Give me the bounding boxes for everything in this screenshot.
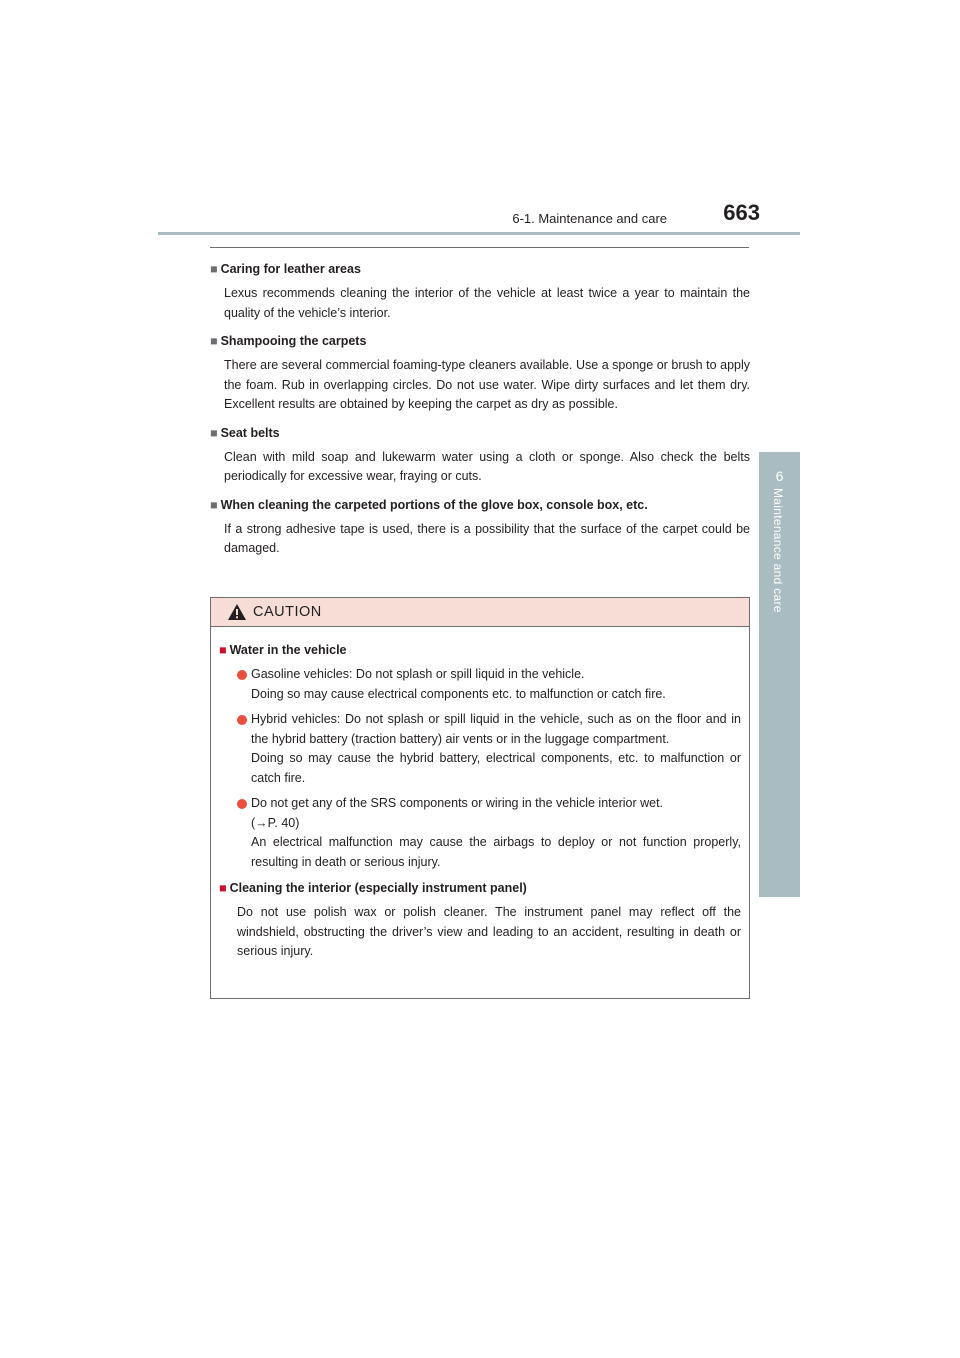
header-divider <box>158 232 800 235</box>
caution-section-heading: ■ Cleaning the interior (especially instrument panel) <box>219 881 527 895</box>
item-heading: ■ Caring for leather areas <box>210 262 361 276</box>
header-section-title: 6-1. Maintenance and care <box>512 211 667 226</box>
round-bullet-icon <box>237 799 247 809</box>
caution-section-water <box>219 641 741 872</box>
caution-bullet <box>219 794 741 872</box>
item-carpets <box>210 332 750 415</box>
caution-text: Do not use polish wax or polish cleaner. The instrument panel may reflect off the windshield, obstructing the driver’s view and leading to an accident, resulting in death or serious injury. <box>237 905 741 958</box>
caution-section-heading: ■ Water in the vehicle <box>219 643 347 657</box>
caution-header <box>211 598 749 627</box>
caution-bullet <box>219 710 741 788</box>
page-reference: (→P. 40) <box>251 815 300 830</box>
item-text: There are several commercial foaming-type cleaners available. Use a sponge or brush to apply the foam. Rub in overlapping circles. Do not use water. Wipe dirty surfaces and let them dry. Excellent results are obtained by keeping the carpet as dry as possible. <box>224 358 750 411</box>
page-number: 663 <box>723 200 760 225</box>
round-bullet-icon <box>237 670 247 680</box>
item-heading: ■ Seat belts <box>210 425 280 440</box>
item-seat-belts <box>210 424 750 487</box>
item-leather <box>210 260 750 323</box>
caution-section-interior <box>219 879 741 962</box>
item-text: Clean with mild soap and lukewarm water using a cloth or sponge. Also check the belts periodically for excessive wear, fraying or cuts. <box>224 449 750 483</box>
content-top-rule <box>210 247 749 248</box>
warning-triangle-icon <box>228 604 246 620</box>
square-bullet-icon: ■ <box>210 334 218 348</box>
caution-title: CAUTION <box>253 604 322 620</box>
bullet-line: Hybrid vehicles: Do not splash or spill liquid in the vehicle, such as on the floor and in the hybrid battery (traction battery) air vents or in the luggage compartment. <box>251 712 741 746</box>
chapter-number: 6 <box>775 468 784 484</box>
caution-body <box>211 627 749 962</box>
chapter-side-tab <box>759 452 800 897</box>
caution-box <box>210 597 750 999</box>
caution-bullet <box>219 665 741 704</box>
item-heading: ■ When cleaning the carpeted portions of the glove box, console box, etc. <box>210 497 648 512</box>
item-text: Lexus recommends cleaning the interior of the vehicle at least twice a year to maintain the quality of the vehicle’s interior. <box>224 286 750 320</box>
bullet-line: Doing so may cause electrical components etc. to malfunction or catch fire. <box>251 686 666 701</box>
round-bullet-icon <box>237 715 247 725</box>
square-bullet-icon: ■ <box>210 262 218 276</box>
square-bullet-icon: ■ <box>219 643 227 657</box>
square-bullet-icon: ■ <box>210 497 218 512</box>
chapter-label: Maintenance and care <box>771 488 785 613</box>
item-glove-box <box>210 496 750 559</box>
item-text: If a strong adhesive tape is used, there is a possibility that the surface of the carpet could be damaged. <box>224 521 750 555</box>
bullet-line: An electrical malfunction may cause the airbags to deploy or not function properly, resulting in death or serious injury. <box>251 835 741 869</box>
bullet-line: Doing so may cause the hybrid battery, electrical components, etc. to malfunction or catch fire. <box>251 751 741 785</box>
item-heading: ■ Shampooing the carpets <box>210 334 367 348</box>
bullet-line: Gasoline vehicles: Do not splash or spill liquid in the vehicle. <box>251 667 585 681</box>
main-content <box>210 260 750 568</box>
square-bullet-icon: ■ <box>219 881 227 895</box>
square-bullet-icon: ■ <box>210 425 218 440</box>
bullet-line: Do not get any of the SRS components or wiring in the vehicle interior wet. <box>251 796 664 810</box>
